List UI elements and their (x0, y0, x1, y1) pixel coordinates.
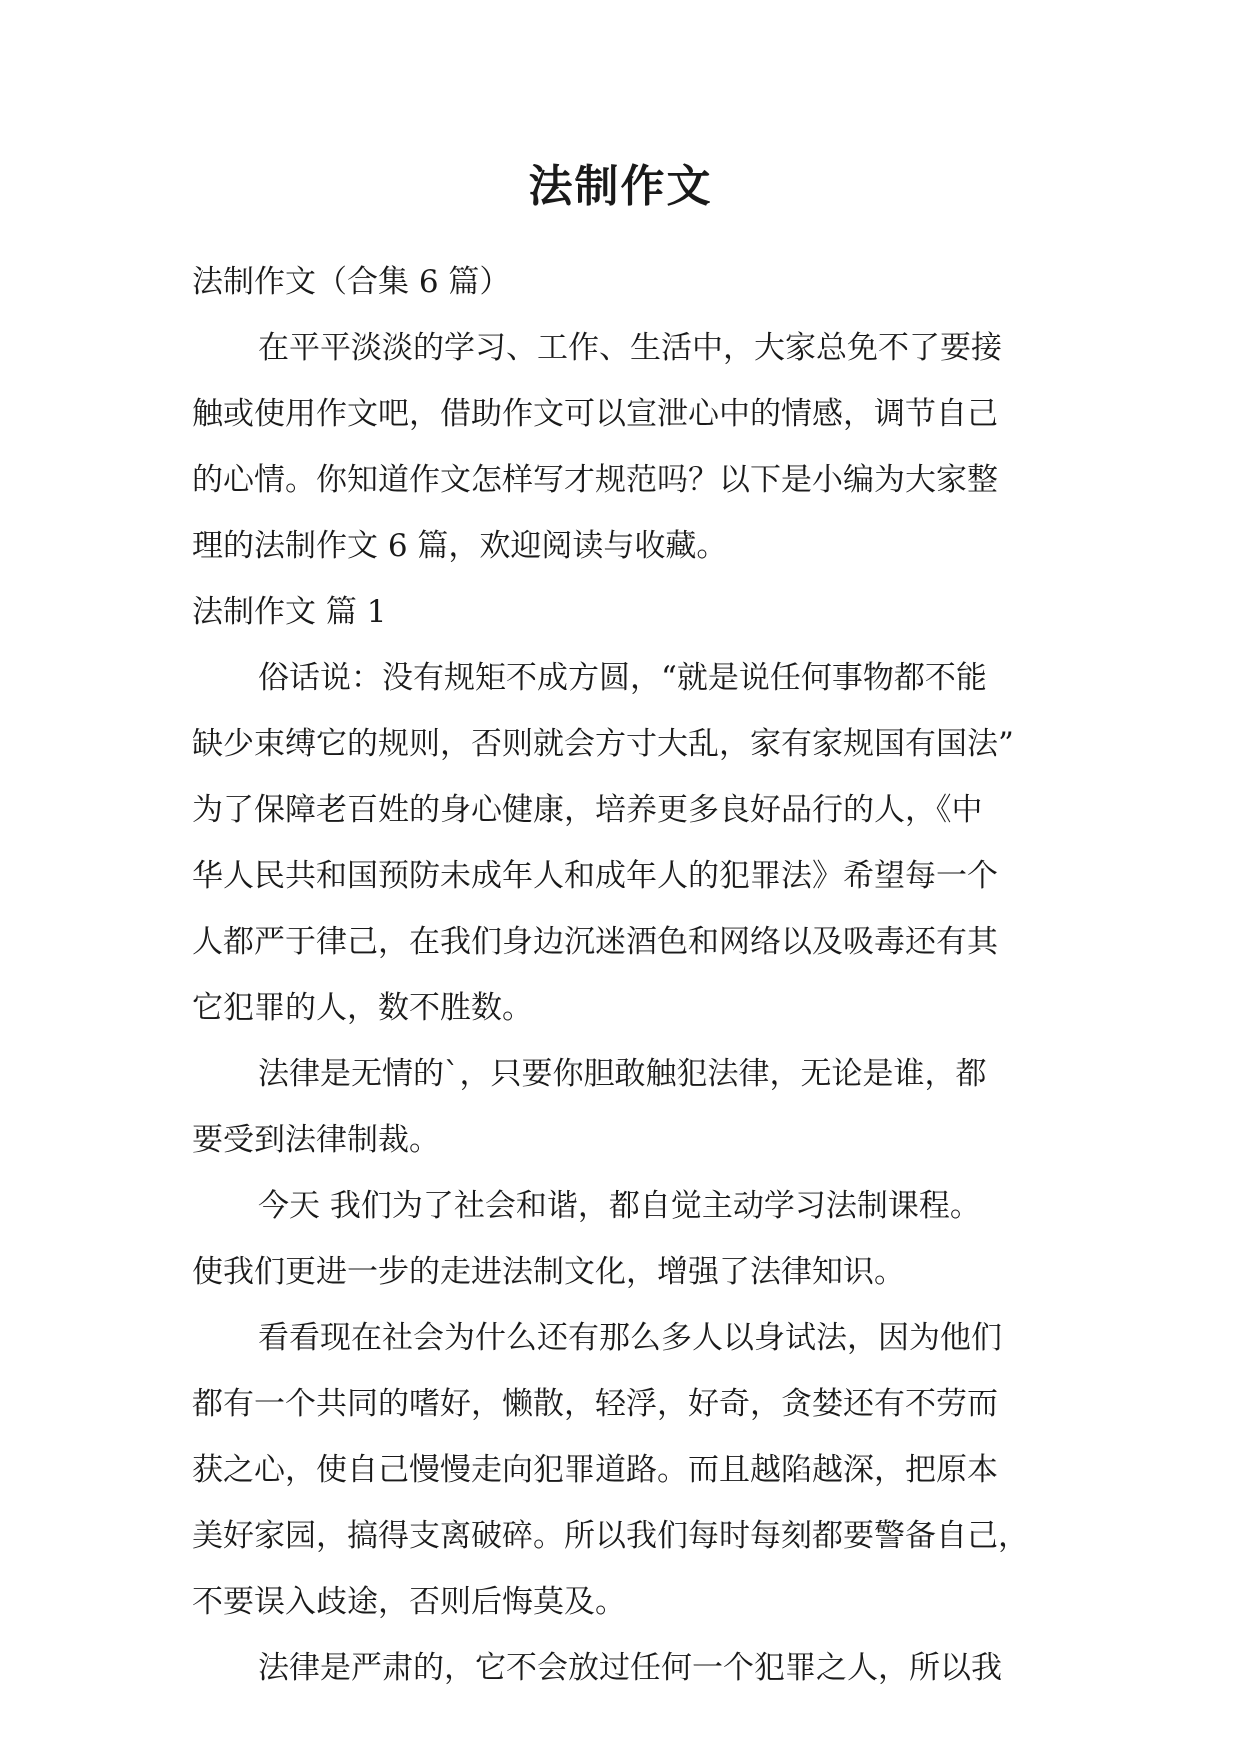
paragraph-line: 人都严于律己，在我们身边沉迷酒色和网络以及吸毒还有其 (192, 924, 998, 960)
paragraph-line: 俗话说：没有规矩不成方圆，“就是说任何事物都不能 (258, 660, 987, 696)
section-heading: 法制作文 篇 1 (192, 594, 387, 630)
paragraph-line: 为了保障老百姓的身心健康，培养更多良好品行的人，《中 (192, 792, 983, 828)
paragraph-line: 的心情。你知道作文怎样写才规范吗？以下是小编为大家整 (192, 462, 998, 498)
paragraph-line: 使我们更进一步的走进法制文化，增强了法律知识。 (192, 1254, 905, 1290)
paragraph-line: 获之心，使自己慢慢走向犯罪道路。而且越陷越深，把原本 (192, 1452, 998, 1488)
paragraph-line: 不要误入歧途，否则后悔莫及。 (192, 1584, 626, 1620)
paragraph-line: 缺少束缚它的规则，否则就会方寸大乱，家有家规国有国法” (192, 726, 1014, 762)
paragraph-line: 看看现在社会为什么还有那么多人以身试法，因为他们 (258, 1320, 1002, 1356)
paragraph-line: 美好家园，搞得支离破碎。所以我们每时每刻都要警备自己， (192, 1518, 1029, 1554)
paragraph-line: 要受到法律制裁。 (192, 1122, 440, 1158)
paragraph-line: 触或使用作文吧，借助作文可以宣泄心中的情感，调节自己 (192, 396, 998, 432)
paragraph-line: 法律是严肃的，它不会放过任何一个犯罪之人，所以我 (258, 1650, 1002, 1686)
paragraph-line: 今天 我们为了社会和谐，都自觉主动学习法制课程。 (258, 1188, 981, 1224)
document-title: 法制作文 (528, 161, 713, 212)
paragraph-line: 都有一个共同的嗜好，懒散，轻浮，好奇，贪婪还有不劳而 (192, 1386, 998, 1422)
paragraph-line: 华人民共和国预防未成年人和成年人的犯罪法》希望每一个 (192, 858, 998, 894)
paragraph-line: 它犯罪的人，数不胜数。 (192, 990, 533, 1026)
collection-heading: 法制作文（合集 6 篇） (192, 264, 511, 300)
paragraph-line: 理的法制作文 6 篇，欢迎阅读与收藏。 (192, 528, 728, 564)
paragraph-line: 在平平淡淡的学习、工作、生活中，大家总免不了要接 (258, 330, 1002, 366)
paragraph-line: 法律是无情的`，只要你胆敢触犯法律，无论是谁，都 (258, 1056, 987, 1092)
